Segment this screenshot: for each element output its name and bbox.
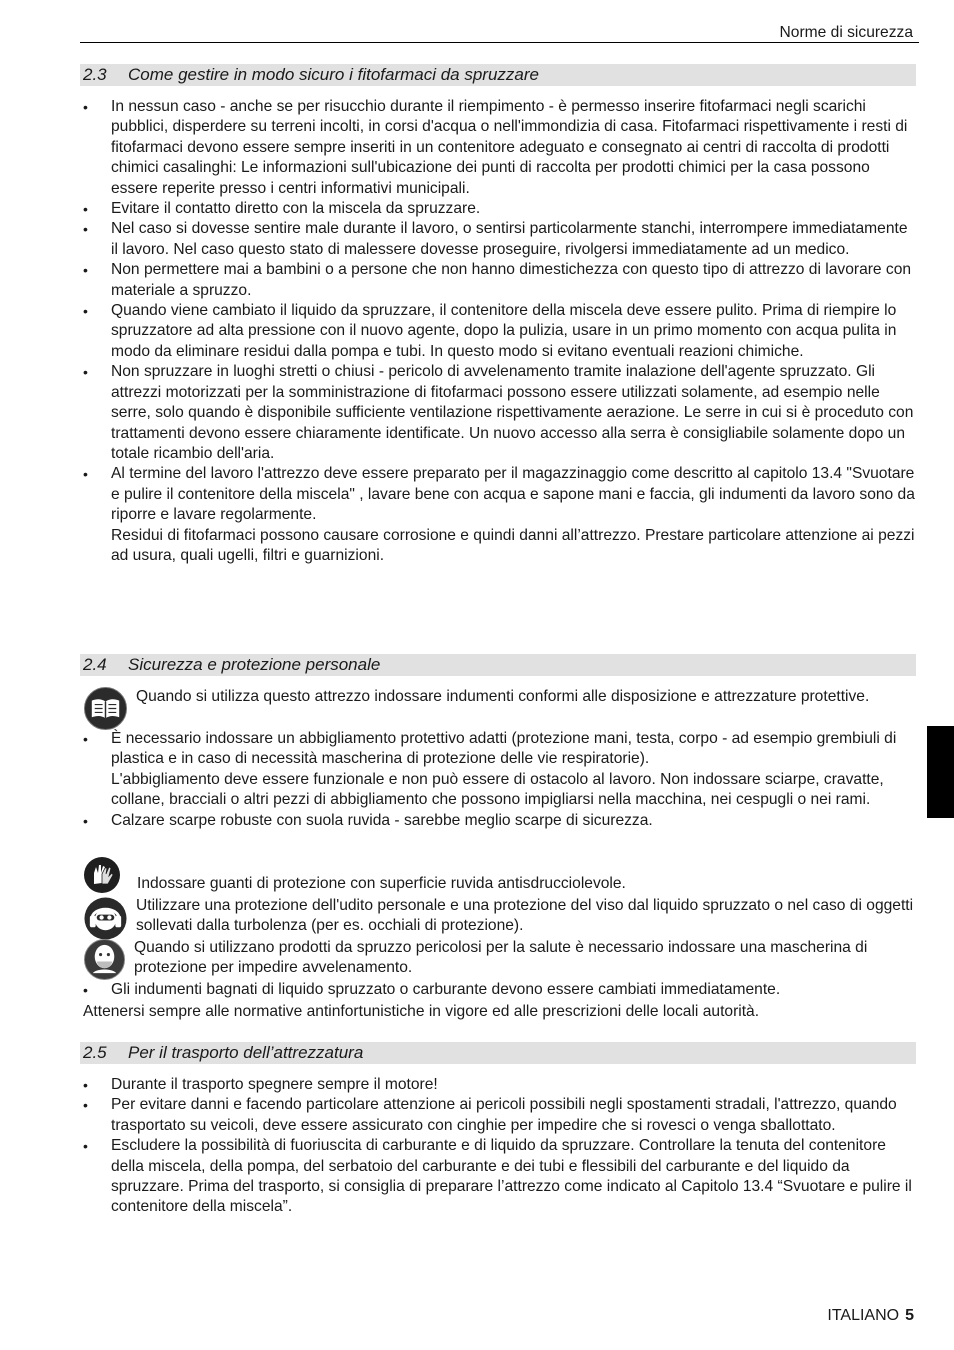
footer-language: ITALIANO <box>827 1307 900 1324</box>
language-tab-marker <box>927 726 954 818</box>
list-item: • Quando viene cambiato il liquido da spruzzare, il contenitore della miscela deve essere pulito. Prima di riempire lo spruzzatore ad alta pressione con il nuovo agente, dopo la pulizia, usare in un primo momento con acqua pulita in modo da eliminare residui dalla pompa e tubi. In questo modo si evitano eventuali reazioni chimiche. <box>80 301 916 362</box>
list-item-text: • È necessario indossare un abbigliamento protettivo adatti (protezione mani, testa, corpo - ad esempio grembiuli di plastica e in caso di necessità mascherina di protezione delle vie respiratorie). <box>111 730 897 768</box>
list-item: • Durante il trasporto spegnere sempre il motore! <box>80 1075 916 1095</box>
section-number: 2.3 <box>83 65 107 84</box>
page-number: 5 <box>905 1307 914 1324</box>
header-title: Norme di sicurezza <box>779 24 913 41</box>
list-item: • Non spruzzare in luoghi stretti o chiusi - pericolo di avvelenamento tramite inalazione dell'agente spruzzato. Gli attrezzi motorizzati per la somministrazione di fitofarmaci possono essere utilizzati solamente, ad esempio nelle serre, solo quando è disponibile sufficiente ventilazione rispettivamente aerazione. Le serre in cui si è proceduto con trattamenti devono essere chiaramente identificate. Un nuovo accesso alla serra è consigliabile solamente dopo un totale ricambio dell'aria. <box>80 362 916 464</box>
section-title: Per il trasporto dell’attrezzatura <box>128 1043 364 1062</box>
section-title: Sicurezza e protezione personale <box>128 655 381 674</box>
header-rule <box>80 42 919 43</box>
section-heading-2-5 <box>80 1042 916 1064</box>
list-item <box>80 729 916 811</box>
book-icon <box>83 686 128 731</box>
bullet-list-2-3 <box>80 97 916 566</box>
section-number: 2.5 <box>83 1043 107 1062</box>
respirator-mask-icon <box>83 938 126 981</box>
list-item: • Calzare scarpe robuste con suola ruvida - sarebbe meglio scarpe di sicurezza. <box>80 811 916 831</box>
list-item-extra: Residui di fitofarmaci possono causare corrosione e quindi danni all’attrezzo. Prestare particolare attenzione ai pezzi ad usura, quali ugelli, filtri e guarnizioni. <box>111 526 915 564</box>
section-heading-2-3 <box>80 64 916 86</box>
bullet-list-2-4 <box>80 729 916 831</box>
ear-protection-icon <box>83 896 128 941</box>
list-item: • Per evitare danni e facendo particolare attenzione ai pericoli possibili negli spostamenti stradali, l'attrezzo, quando trasportato su veicoli, deve essere assicurato con cinghie per impedire che si rovesci o venga sballottato. <box>80 1095 916 1136</box>
bullet-list-2-4-b <box>80 980 916 1000</box>
list-item: • Escludere la possibilità di fuoriuscita di carburante e di liquido da spruzzare. Controllare la tenuta del contenitore della miscela, della pompa, del serbatoio del carburante e dei tubi e flessibili del carburante e del liquido da spruzzare. Prima del trasporto, si consiglia di preparare l’attrezzo come indicato al Capitolo 13.4 “Svuotare e pulire il contenitore della miscela”. <box>80 1136 916 1218</box>
book-note-text: Quando si utilizza questo attrezzo indossare indumenti conformi alle disposizione e attrezzature protettive. <box>136 688 870 705</box>
gloves-icon <box>83 856 121 894</box>
list-item: • Nel caso si dovesse sentire male durante il lavoro, o sentirsi particolarmente stanchi, interrompere immediatamente il lavoro. Nel caso questo stato di malessere dovesse proseguire, rivolgersi immediatamente ad un medico. <box>80 219 916 260</box>
list-item <box>80 464 916 566</box>
section-title: Come gestire in modo sicuro i fitofarmaci da spruzzare <box>128 65 539 84</box>
list-item: • Evitare il contatto diretto con la miscela da spruzzare. <box>80 199 916 219</box>
mask-note-text: Quando si utilizzano prodotti da spruzzo pericolosi per la salute è necessario indossare una mascherina di protezione per impedire avvelenamento. <box>134 939 868 977</box>
closing-note: Attenersi sempre alle normative antinfortunistiche in vigore ed alle prescrizioni delle locali autorità. <box>83 1003 760 1020</box>
list-item-extra: L'abbigliamento deve essere funzionale e non può essere di ostacolo al lavoro. Non indossare sciarpe, cravatte, collane, bracciali o altri pezzi di abbigliamento che possono impigliarsi nella macchina, nei cespugli o nei rami. <box>111 770 884 809</box>
section-number: 2.4 <box>83 655 107 674</box>
section-heading-2-4 <box>80 654 916 676</box>
page-footer <box>827 1306 914 1326</box>
gloves-note-text: Indossare guanti di protezione con superficie ruvida antisdrucciolevole. <box>137 875 626 892</box>
list-item: • Gli indumenti bagnati di liquido spruzzato o carburante devono essere cambiati immediatamente. <box>80 980 916 1000</box>
list-item-text: • Al termine del lavoro l'attrezzo deve essere preparato per il magazzinaggio come descritto al capitolo 13.4 "Svuotare e pulire il contenitore della miscela" , lavare bene con acqua e sapone mani e faccia, gli indumenti da lavoro sono da riporre e lavare regolarmente. <box>111 465 915 524</box>
list-item: • Non permettere mai a bambini o a persone che non hanno dimestichezza con questo tipo di attrezzo di lavorare con materiale a spruzzo. <box>80 260 916 301</box>
bullet-list-2-5 <box>80 1075 916 1218</box>
list-item: • In nessun caso - anche se per risucchio durante il riempimento - è permesso inserire fitofarmaci negli scarichi pubblici, disperdere su terreni incolti, in corsi d'acqua o nell'immondizia di casa. Fitofarmaci rispettivamente i resti di fitofarmaci devono essere sempre inseriti in un contenitore adeguato e consegnato ai centri di raccolta di prodotti chimici casalinghi: Le informazioni sull'ubicazione dei punti di raccolta per prodotti chimici per la casa possono essere reperite presso i centri informativi municipali. <box>80 97 916 199</box>
ear-protection-note-text: Utilizzare una protezione dell'udito personale e una protezione del viso dal liquido spruzzato o nel caso di oggetti sollevati dalla turbolenza (per es. occhiali di protezione). <box>136 897 914 935</box>
